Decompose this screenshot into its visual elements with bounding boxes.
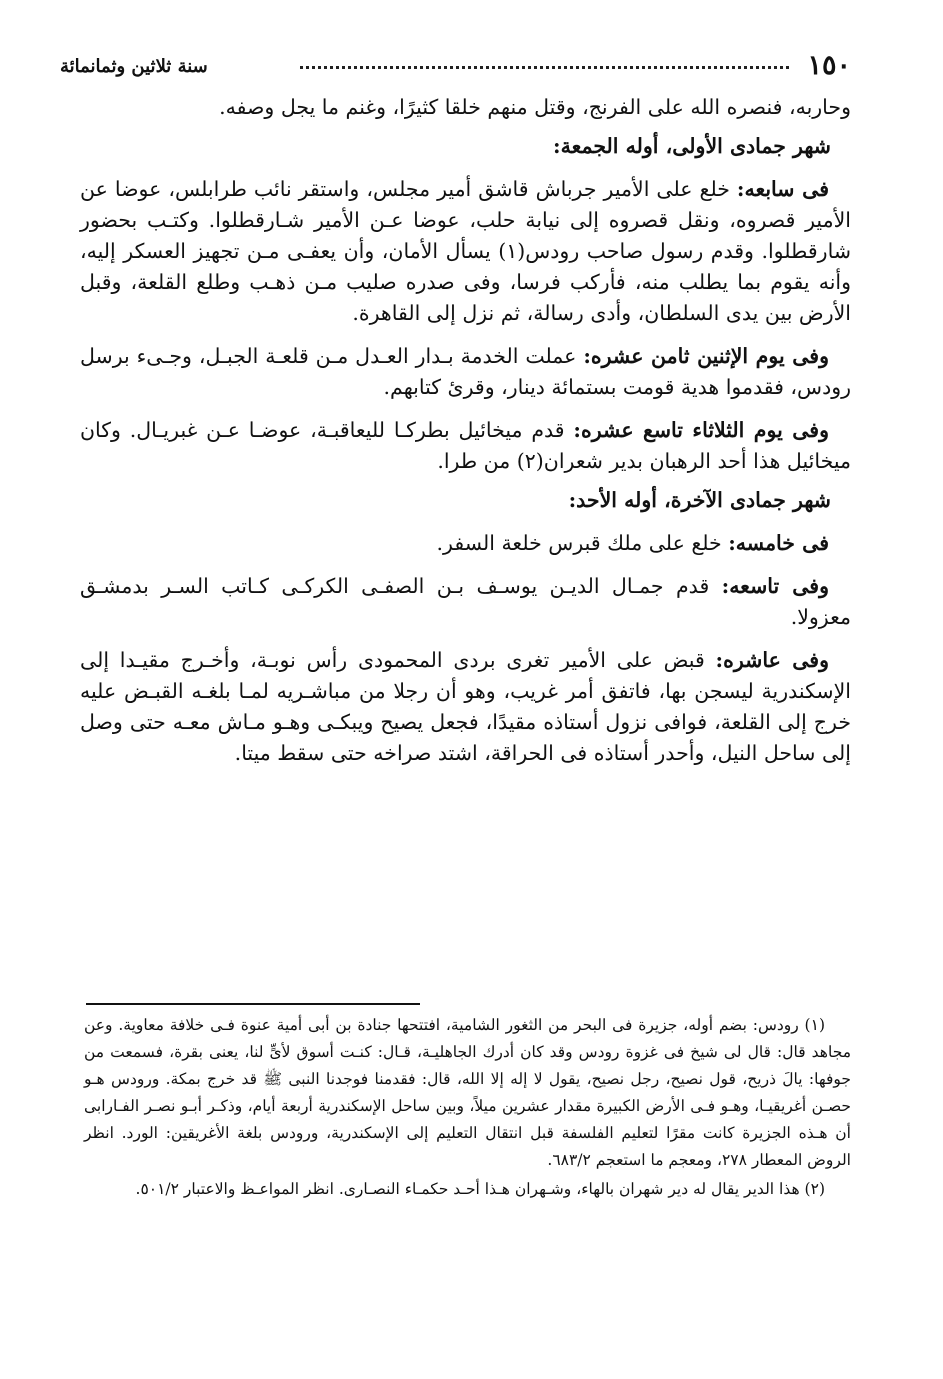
page-header xyxy=(60,50,851,84)
entry-text: خلع على الأمير جرباش قاشق أمير مجلس، واستقر نائب طرابلس، عوضا عن الأمير قصروه، ونقل قصروه إلى نيابة حلب، عوضا عـن الأمير شـارقطلوا. وكتـب بحضور شارقطلوا. وقدم رسول صاحب رودس(١) يسأل الأمان، وأن يعفـى مـن تجهيز العسكر إليه، وأنه يقوم بما يطلب منه، فأركب فرسا، وفى صدره صليب مـن ذهـب وطلع القلعة، وقبل الأرض بين يدى السلطان، وأدى رسالة، ثم نزل إلى القاهرة. xyxy=(80,177,851,325)
entry-date: وفى يوم الإثنين ثامن عشره: xyxy=(583,344,829,368)
entry-text: خلع على ملك قبرس خلعة السفر. xyxy=(436,531,729,555)
running-title: سنة ثلاثين وثمانمائة xyxy=(60,56,208,77)
entry-date: فى سابعه: xyxy=(736,177,829,201)
entry-date: وفى يوم الثلاثاء تاسع عشره: xyxy=(573,418,829,442)
footnote-2: (٢) هذا الدير يقال له دير شهران بالهاء، وشـهران هـذا أحـد حكمـاء النصـارى. انظر المواعـظ والاعتبار ٥٠١/٢. xyxy=(135,1180,825,1198)
entry-text: قدم ميخائيل بطركـا لليعاقبـة، عوضـا عـن غبريـال. وكان ميخائيل هذا أحد الرهبان بدير شعران(٢) من طرا. xyxy=(80,418,851,473)
paragraph-entry xyxy=(80,645,851,769)
entry-date: وفى عاشره: xyxy=(715,648,829,672)
paragraph-entry xyxy=(80,528,851,559)
paragraph-entry xyxy=(80,415,851,477)
paragraph-entry xyxy=(80,174,851,329)
footnote-1: (١) رودس: بضم أوله، جزيرة فى البحر من الثغور الشامية، افتتحها جنادة بن أبى أمية عنوة فـى خلافة معاوية. وعن مجاهد قال: قال لى شيخ فى غزوة رودس وقد كان أدرك الجاهليـة، قـال: كنـت أسوق لأىٍّ لنا، يعنى بقرة، فسمعت من جوفها: يالَ ذريح، قول نصيح، رجل نصيح، يقول لا إله إلا الله، قال: فقدمنا فوجدنا النبى ﷺ قد خرج بمكة. ورودس هـو حصـن أغريقيـا، وهـو فـى الأرض الكبيرة مقدار عشرين ميلاً، وبين ساحل الإسكندرية أربعة أيام، وذكـر أبـو نصـر الفـارابى أن هـذه الجزيرة كانت مقرًا لتعليم الفلسفة قبل انتقال التعليم إلى الإسكندرية، ورودس بلغة الأغريقين: الورد. انظر الروض المعطار ٢٧٨، ومعجم ما استعجم ٦٨٣/٢. xyxy=(84,1016,851,1169)
section-heading-jumada-ula: شهر جمادى الأولى، أوله الجمعة: xyxy=(553,134,831,158)
paragraph-entry xyxy=(80,571,851,633)
entry-text: عملت الخدمة بـدار العـدل مـن قلعـة الجبـل، وجـىء برسل رودس، فقدموا هدية قومت بستمائة دينار، وقرئ كتابهم. xyxy=(80,344,851,399)
entry-date: وفى تاسعه: xyxy=(721,574,829,598)
entry-text: قدم جمـال الديـن يوسـف بـن الصفـى الكركـى كـاتب السـر بدمشـق معزولا. xyxy=(80,574,851,629)
entry-date: فى خامسه: xyxy=(728,531,829,555)
section-heading-jumada-akhira: شهر جمادى الآخرة، أوله الأحد: xyxy=(568,488,831,512)
entry-text: قبض على الأمير تغرى بردى المحمودى رأس نوبـة، وأخـرج مقيـدا إلى الإسكندرية ليسجن بها، فاتفق أمر غريب، وهو أن رجلا من مباشـريه لمـا بلغـه القبـض عليه خرج إلى القلعة، فوافى نزول أستاذه مقيدًا، فجعل يصيح ويبكـى وهـو مـاش معـه حتى وصل إلى ساحل النيل، وأحدر أستاذه فى الحراقة، اشتد صراخه حتى سقط ميتا. xyxy=(80,648,851,765)
page-number: ١٥٠ xyxy=(807,50,851,81)
main-text xyxy=(80,92,851,769)
footnotes xyxy=(84,1012,851,1203)
paragraph-entry xyxy=(80,341,851,403)
footnote-separator xyxy=(86,1003,420,1005)
header-dotted-leader xyxy=(300,66,789,69)
paragraph-continuation: وحاربه، فنصره الله على الفرنج، وقتل منهم خلقا كثيرًا، وغنم ما يجل وصفه. xyxy=(219,95,851,119)
